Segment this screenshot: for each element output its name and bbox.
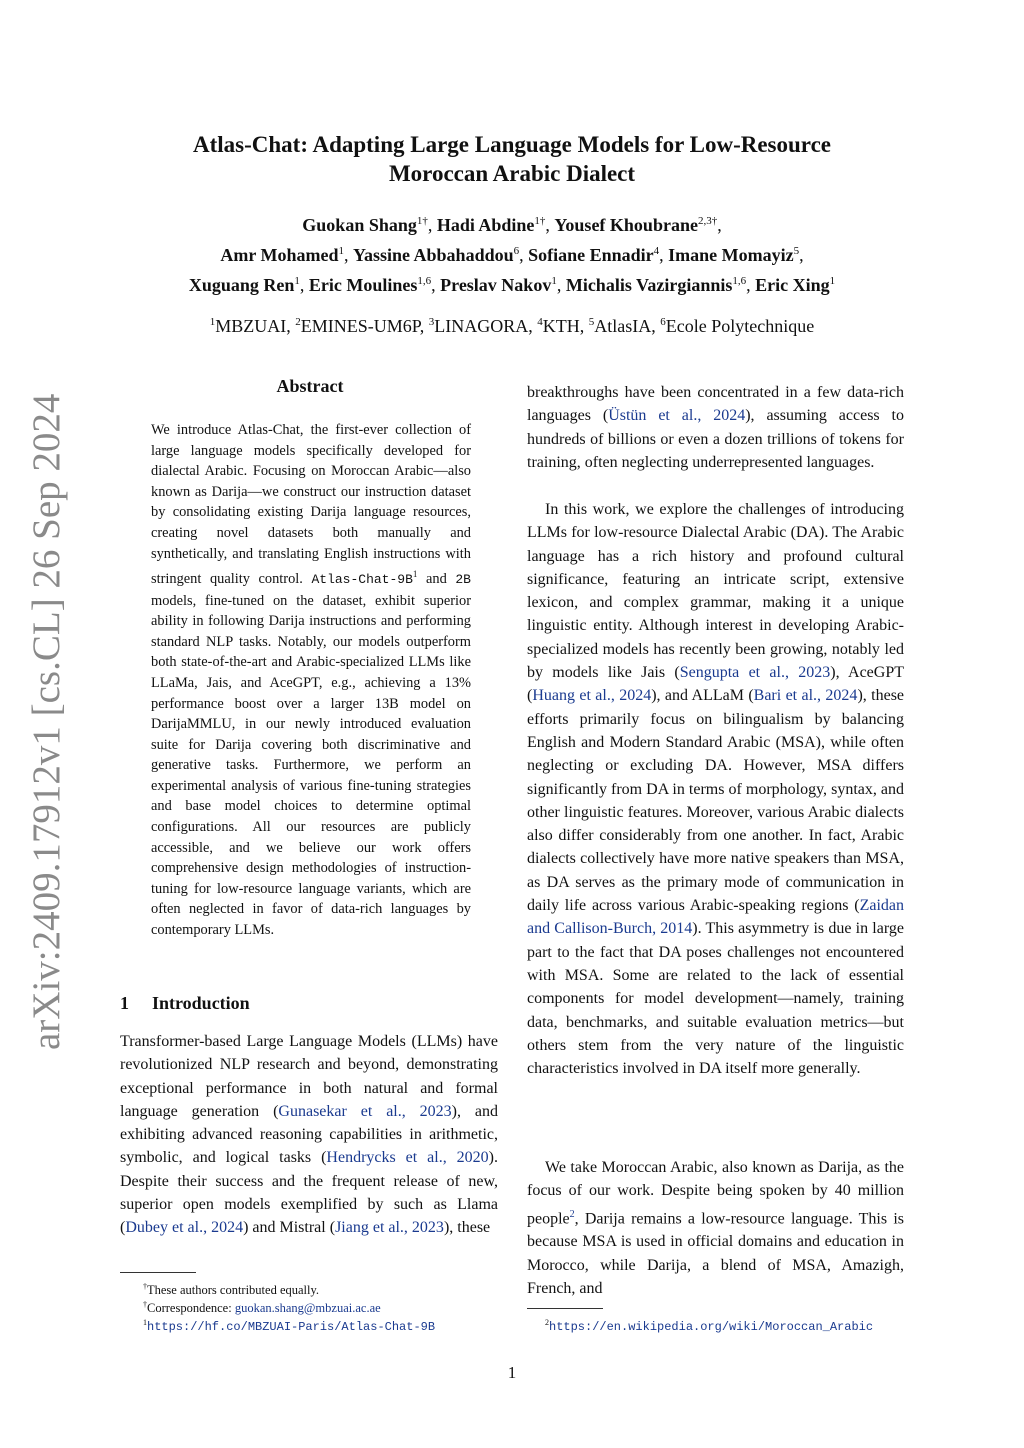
intro-paragraph-2 bbox=[527, 498, 904, 1080]
citation-link[interactable]: Zaidan and Callison-Burch, 2014 bbox=[527, 897, 904, 938]
citation-link[interactable]: Bari et al., 2024 bbox=[753, 687, 858, 705]
footnote-mark: 1 bbox=[143, 1318, 147, 1327]
footnote-mark: 2 bbox=[545, 1318, 549, 1327]
author-name: Eric Moulines bbox=[308, 275, 418, 295]
author-name: Guokan Shang bbox=[302, 215, 417, 235]
abstract-text-part: models, fine-tuned on the dataset, exhibit superior ability in following Darija instructions and performing standard NLP tasks. Notably, our models outperform both state-of-the-art and Arabic-specialized LLMs like LLaMa, Jais, and AceGPT, e.g., achieving a 13% performance boost over a larger 13B model on DarijaMMLU, in our newly introduced evaluation suite for Darija covering both discriminative and generative tasks. Furthermore, we perform an experimental analysis of various fine-tuning strategies and base model choices to determine optimal configurations. All our resources are publicly accessible, and we believe our work offers comprehensive design methodologies of instruction-tuning for low-resource language variants, which are often neglected in favor of data-rich languages by contemporary LLMs. bbox=[151, 592, 471, 939]
paragraph-text: ), these bbox=[443, 1219, 491, 1237]
author-affiliation-mark: 1 bbox=[294, 275, 300, 287]
intro-paragraph-1 bbox=[120, 1030, 498, 1240]
paragraph-text: ), these efforts primarily focus on bilingualism by balancing English and Modern Standard Arabic (MSA), while often neglecting or excluding DA. However, MSA differs significantly from DA in terms of morphology, syntax, and other linguistic features. Moreover, various Arabic dialects also differ considerably from one another. In fact, Arabic dialects collectively have more native speakers than MSA, as DA serves as the primary mode of communication in daily life across various Arabic-speaking regions ( bbox=[527, 687, 905, 915]
footnote-text: Correspondence: bbox=[147, 1301, 235, 1316]
footnote-model-url bbox=[143, 1314, 435, 1336]
author-affiliation-mark: 1† bbox=[416, 215, 428, 227]
abstract-text bbox=[151, 420, 471, 941]
author-list: Guokan Shang$^{1\dagger}$, Hadi Abdine$^{1\dagger}$, Yousef Khoubrane$^{2,3\dagger}$, Amr Mohamed$^1$, Yassine Abbahaddou$^6$, Sofiane Ennadir$^4$, Imane Momayiz$^5$, Xuguang Ren$^1$, Eric Moulines$^{1,6}$, Preslav Nakov$^1$, Michalis Vazirgiannis$^{1,6}$, Eric Xing$^1$ bbox=[188, 215, 836, 295]
author-name: Amr Mohamed bbox=[220, 245, 339, 265]
author-name: Sofiane Ennadir bbox=[528, 245, 654, 265]
email-link[interactable]: guokan.shang@mbzuai.ac.ae bbox=[234, 1301, 381, 1316]
section-number: 1 bbox=[120, 993, 129, 1013]
author-name: Xuguang Ren bbox=[188, 275, 295, 295]
paragraph-text: In this work, we explore the challenges of introducing LLMs for low-resource Dialectal Arabic (DA). The Arabic language has a rich history and profound cultural significance, featuring an intricate script, extensive lexicon, and complex grammar, making it a unique linguistic entity. Although interest in developing Arabic-specialized models has recently been growing, notably led by models like Jais ( bbox=[527, 501, 904, 682]
paragraph-text: breakthroughs have been concentrated in a few data-rich languages ( bbox=[527, 384, 904, 425]
model-name-code: Atlas-Chat-9B bbox=[311, 571, 413, 587]
affiliation-name: AtlasIA bbox=[594, 316, 652, 336]
affiliation-mark: 3 bbox=[428, 316, 435, 328]
section-title: Introduction bbox=[152, 993, 250, 1013]
footnote-ref[interactable]: 1 bbox=[412, 569, 418, 580]
footnote-divider bbox=[120, 1272, 196, 1273]
title-line-1: Atlas-Chat: Adapting Large Language Models for Low-Resource bbox=[192, 132, 832, 157]
footnote-mark: † bbox=[143, 1282, 147, 1291]
author-name: Hadi Abdine bbox=[436, 215, 535, 235]
author-name: Preslav Nakov bbox=[440, 275, 552, 295]
section-heading-introduction bbox=[120, 993, 500, 1014]
affiliation-mark: 1 bbox=[209, 316, 216, 328]
page-number: 1 bbox=[507, 1363, 517, 1382]
abstract-heading: Abstract bbox=[276, 376, 344, 396]
paragraph-text: ). Despite their success and the frequent release of new, superior open models exemplified by such as Llama ( bbox=[120, 1149, 498, 1237]
paragraph-text: We take Moroccan Arabic, also known as Darija, as the focus of our work. Despite being spoken by 40 million people bbox=[527, 1159, 904, 1227]
footnote-divider bbox=[527, 1308, 603, 1309]
author-name: Imane Momayiz bbox=[668, 245, 794, 265]
affiliation-mark: 4 bbox=[537, 316, 543, 328]
citation-link[interactable]: Gunasekar et al., 2023 bbox=[278, 1102, 452, 1120]
citation-link[interactable]: Huang et al., 2024 bbox=[532, 687, 652, 705]
affiliation-name: Ecole Polytechnique bbox=[665, 316, 815, 336]
author-affiliation-mark: 5 bbox=[793, 245, 800, 257]
affiliation-name: LINAGORA bbox=[434, 316, 529, 336]
affiliation-mark: 6 bbox=[660, 316, 666, 328]
footnote-ref[interactable]: 2 bbox=[569, 1208, 575, 1220]
citation-link[interactable]: Üstün et al., 2024 bbox=[608, 407, 746, 425]
citation-link[interactable]: Sengupta et al., 2023 bbox=[679, 664, 831, 682]
author-affiliation-mark: 6 bbox=[513, 245, 520, 257]
affiliation-name: EMINES-UM6P bbox=[300, 316, 420, 336]
abstract-text-part: and bbox=[425, 570, 447, 587]
url-link[interactable]: https://en.wikipedia.org/wiki/Moroccan_Arabic bbox=[549, 1320, 874, 1335]
footnote-mark: † bbox=[143, 1300, 147, 1309]
citation-link[interactable]: Jiang et al., 2023 bbox=[335, 1219, 444, 1237]
author-affiliation-mark: 1,6 bbox=[417, 275, 432, 287]
affiliation-name: KTH bbox=[542, 316, 580, 336]
affiliation-mark: 2 bbox=[295, 316, 301, 328]
author-affiliation-mark: 1,6 bbox=[732, 275, 747, 287]
paper-title bbox=[120, 130, 904, 188]
abstract-text-part: We introduce Atlas-Chat, the first-ever collection of large language models specifically developed for dialectal Arabic. Focusing on Moroccan Arabic—also known as Darija—we construct our instruction dataset by consolidating existing Darija language resources, creating novel datasets both manually and synthetically, and translating English instructions with stringent quality control. bbox=[151, 422, 471, 587]
author-name: Michalis Vazirgiannis bbox=[565, 275, 733, 295]
author-name: Eric Xing bbox=[755, 275, 830, 295]
intro-paragraph-continued bbox=[527, 381, 904, 474]
paragraph-text: ). This asymmetry is due in large part to the fact that DA poses challenges not encountered with MSA. Some are related to the lack of essential components for model development—namely, training data, benchmarks, and suitable evaluation metrics—but others stem from the very nature of the linguistic characteristics involved in DA itself more generally. bbox=[527, 920, 904, 1078]
author-affiliation-mark: 1 bbox=[829, 275, 836, 287]
author-name: Yassine Abbahaddou bbox=[353, 245, 514, 265]
author-affiliation-mark: 4 bbox=[653, 245, 660, 257]
arxiv-identifier-stamp: arXiv:2409.17912v1 [cs.CL] 26 Sep 2024 bbox=[25, 393, 68, 1050]
footnote-wikipedia-url bbox=[545, 1314, 873, 1336]
title-line-2: Moroccan Arabic Dialect bbox=[388, 161, 636, 186]
paragraph-text: Transformer-based Large Language Models (LLMs) have revolutionized NLP research and beyond, demonstrating exceptional performance in both natural and formal language generation ( bbox=[120, 1033, 498, 1120]
paragraph-text: ) and Mistral ( bbox=[243, 1219, 336, 1237]
affiliation-mark: 5 bbox=[588, 316, 595, 328]
citation-link[interactable]: Dubey et al., 2024 bbox=[125, 1219, 244, 1237]
author-name: Yousef Khoubrane bbox=[554, 215, 698, 235]
intro-paragraph-3 bbox=[527, 1156, 904, 1300]
model-name-code: 2B bbox=[455, 571, 471, 587]
paragraph-text: ), AceGPT ( bbox=[527, 664, 904, 705]
author-affiliation-mark: 1 bbox=[338, 245, 345, 257]
affiliation-name: MBZUAI bbox=[215, 316, 287, 336]
affiliation-list: $^1$MBZUAI, $^2$EMINES-UM6P, $^3$LINAGORA, $^4$KTH, $^5$AtlasIA, $^6$Ecole Polytechnique bbox=[209, 316, 815, 336]
footnote-text: These authors contributed equally. bbox=[147, 1283, 320, 1298]
paragraph-text: ), assuming access to hundreds of billions or even a dozen trillions of tokens for training, often neglecting underrepresented languages. bbox=[527, 407, 904, 471]
url-link[interactable]: https://hf.co/MBZUAI-Paris/Atlas-Chat-9B bbox=[147, 1320, 436, 1335]
author-affiliation-mark: 1 bbox=[551, 275, 557, 287]
paragraph-text: ), and ALLaM ( bbox=[651, 687, 754, 705]
citation-link[interactable]: Hendrycks et al., 2020 bbox=[326, 1149, 489, 1167]
paragraph-text: ), and exhibiting advanced reasoning capabilities in arithmetic, symbolic, and logical tasks ( bbox=[120, 1102, 498, 1167]
author-affiliation-mark: 2,3† bbox=[697, 215, 718, 227]
paragraph-text: , Darija remains a low-resource language. This is because MSA is used in official domains and education in Morocco, while Darija, a blend of MSA, Amazigh, French, and bbox=[527, 1209, 904, 1297]
author-affiliation-mark: 1† bbox=[534, 215, 546, 227]
